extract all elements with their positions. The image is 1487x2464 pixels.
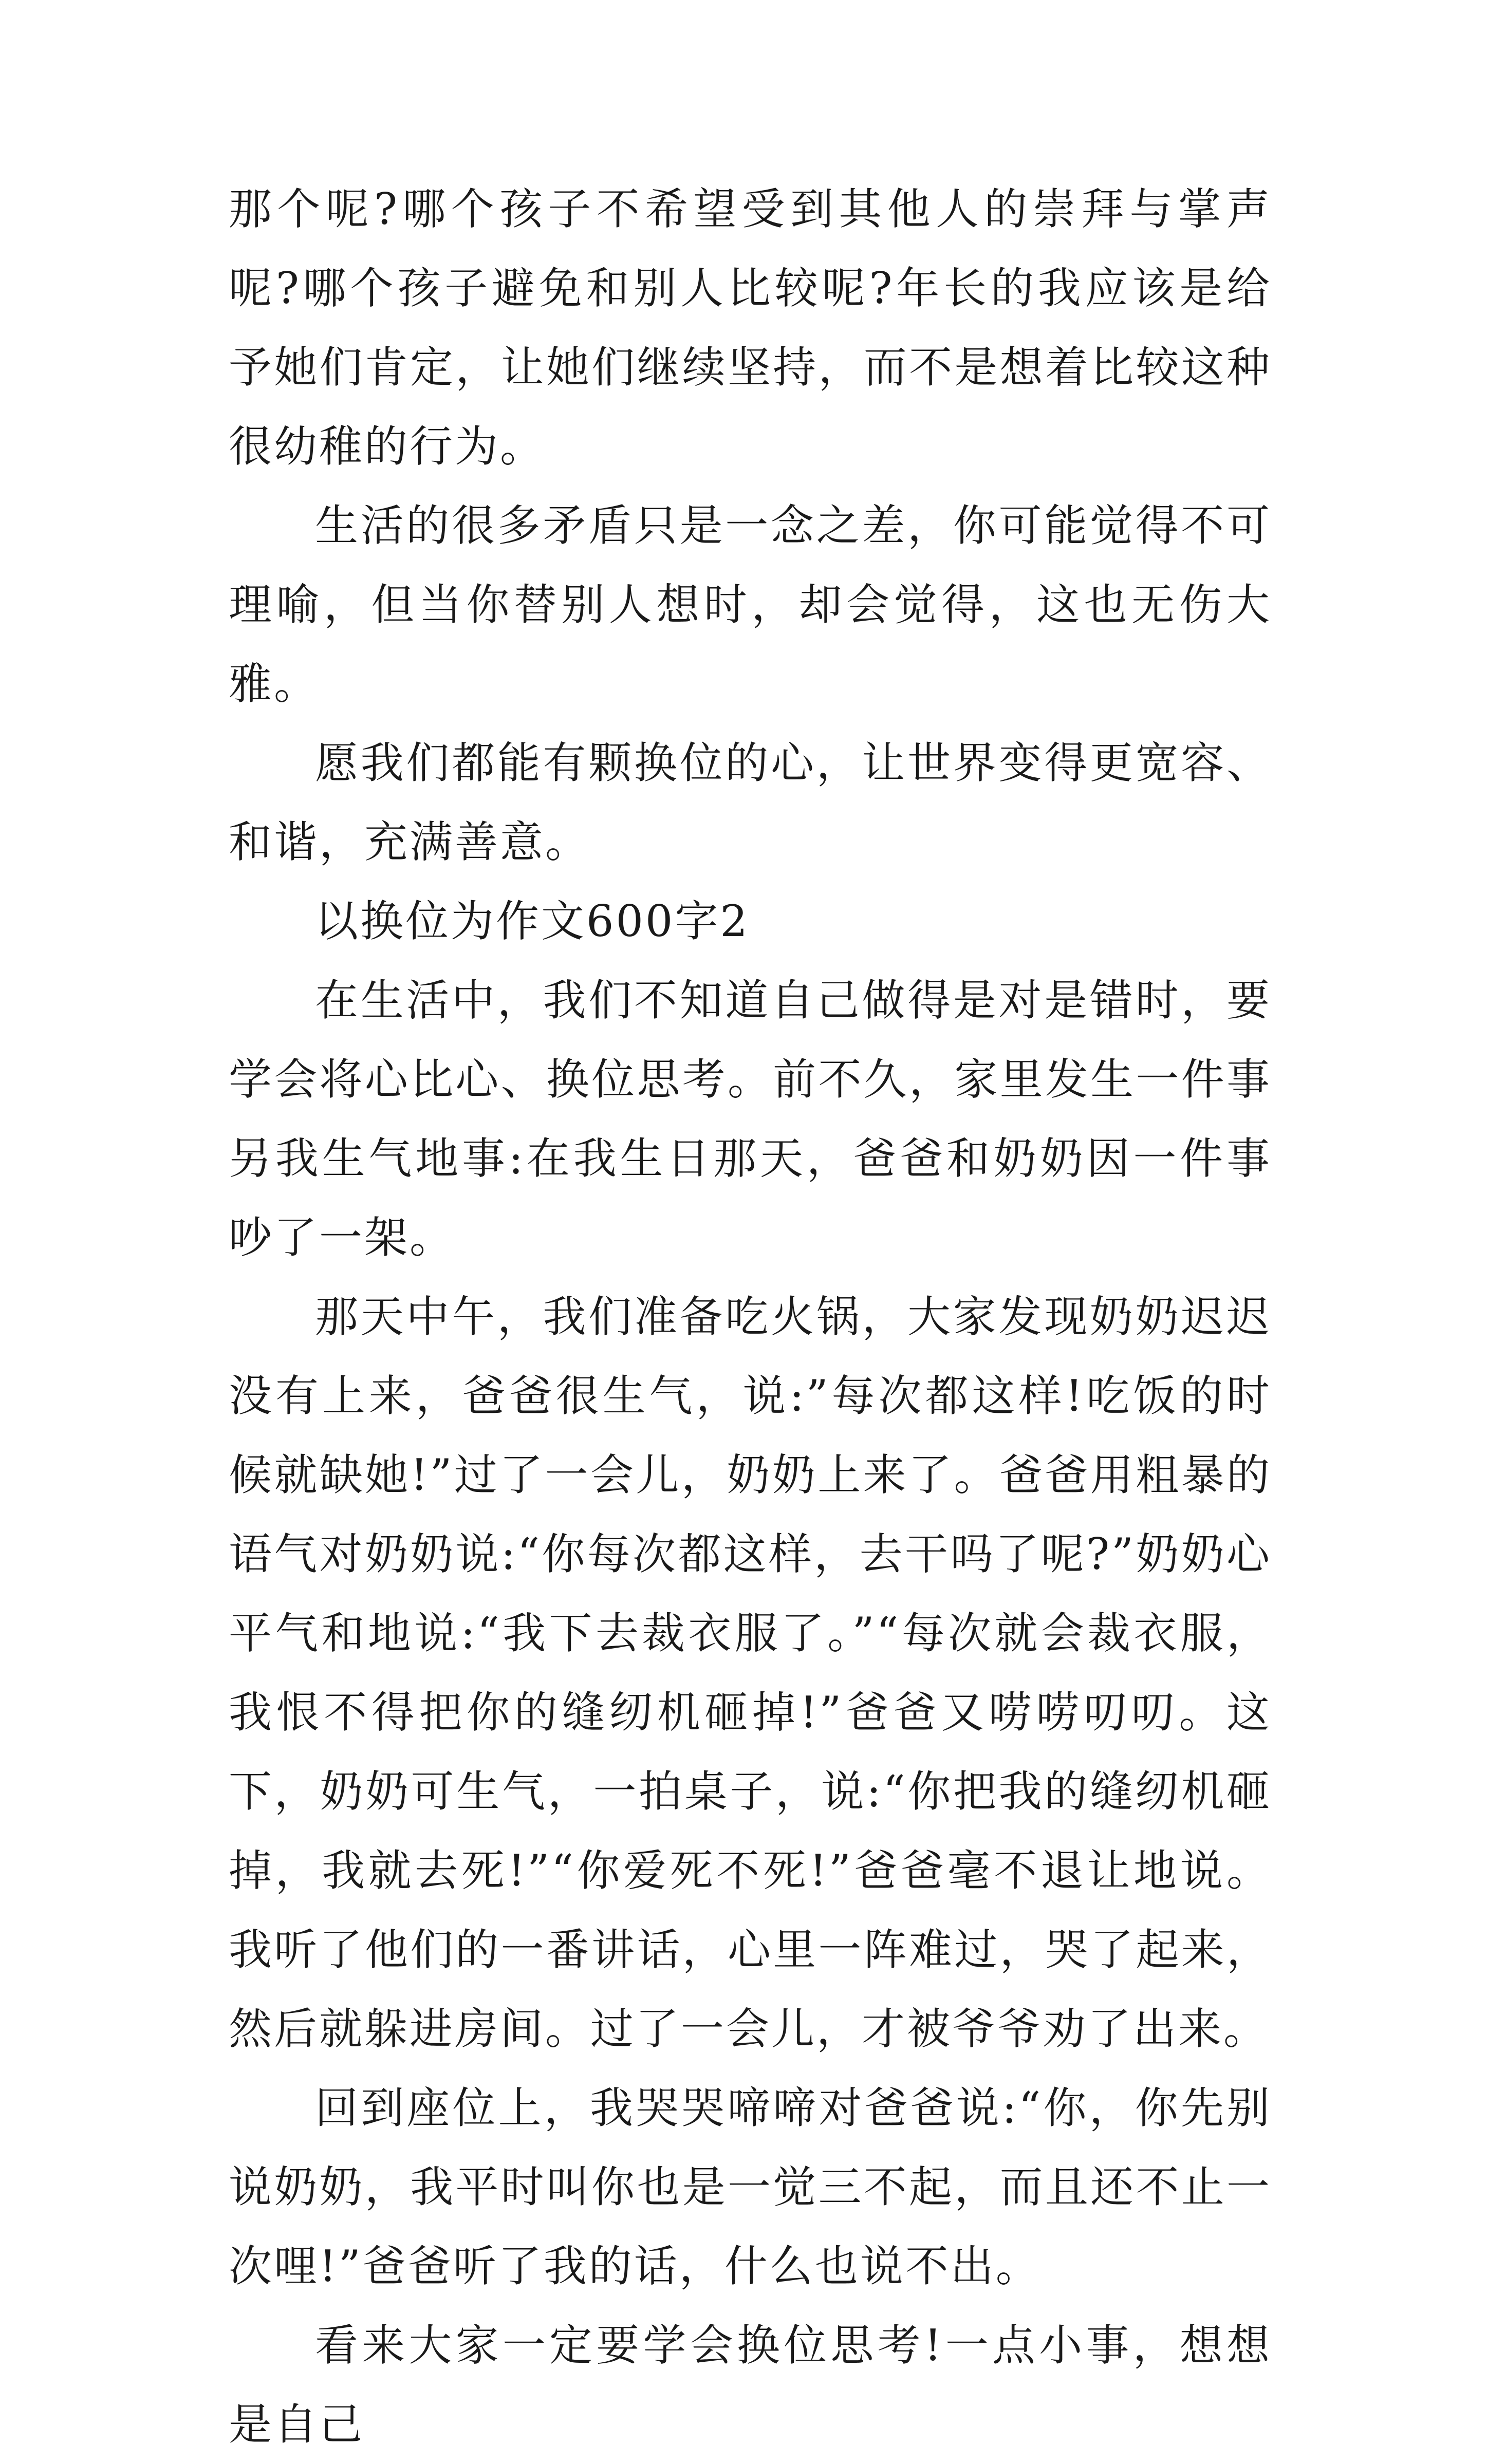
paragraph-6: 那天中午，我们准备吃火锅，大家发现奶奶迟迟没有上来，爸爸很生气，说:”每次都这样!吃饭的时候就缺她!”过了一会儿，奶奶上来了。爸爸用粗暴的语气对奶奶说:“你每次都这样，去干吗了呢?”奶奶心平气和地说:“我下去裁衣服了。”“每次就会裁衣服，我恨不得把你的缝纫机砸掉!”爸爸又唠唠叨叨。这下，奶奶可生气，一拍桌子，说:“你把我的缝纫机砸掉，我就去死!”“你爱死不死!”爸爸毫不退让地说。我听了他们的一番讲话，心里一阵难过，哭了起来，然后就躲进房间。过了一会儿，才被爷爷劝了出来。 [229, 1292, 1272, 2054]
paragraph-3: 愿我们都能有颗换位的心，让世界变得更宽容、和谐，充满善意。 [229, 738, 1272, 867]
paragraph-7: 回到座位上，我哭哭啼啼对爸爸说:“你，你先别说奶奶，我平时叫你也是一觉三不起，而且还不止一次哩!”爸爸听了我的话，什么也说不出。 [229, 2083, 1272, 2291]
document-body [229, 170, 1272, 2464]
section-heading: 以换位为作文600字2 [315, 896, 750, 946]
paragraph-5: 在生活中，我们不知道自己做得是对是错时，要学会将心比心、换位思考。前不久，家里发生一件事另我生气地事:在我生日那天，爸爸和奶奶因一件事吵了一架。 [229, 975, 1272, 1263]
paragraph-1: 那个呢?哪个孩子不希望受到其他人的崇拜与掌声呢?哪个孩子避免和别人比较呢?年长的我应该是给予她们肯定，让她们继续坚持，而不是想着比较这种很幼稚的行为。 [229, 184, 1272, 472]
paragraph-8: 看来大家一定要学会换位思考!一点小事，想想是自己 [229, 2320, 1272, 2450]
paragraph-2: 生活的很多矛盾只是一念之差，你可能觉得不可理喻，但当你替别人想时，却会觉得，这也无伤大雅。 [229, 500, 1272, 709]
